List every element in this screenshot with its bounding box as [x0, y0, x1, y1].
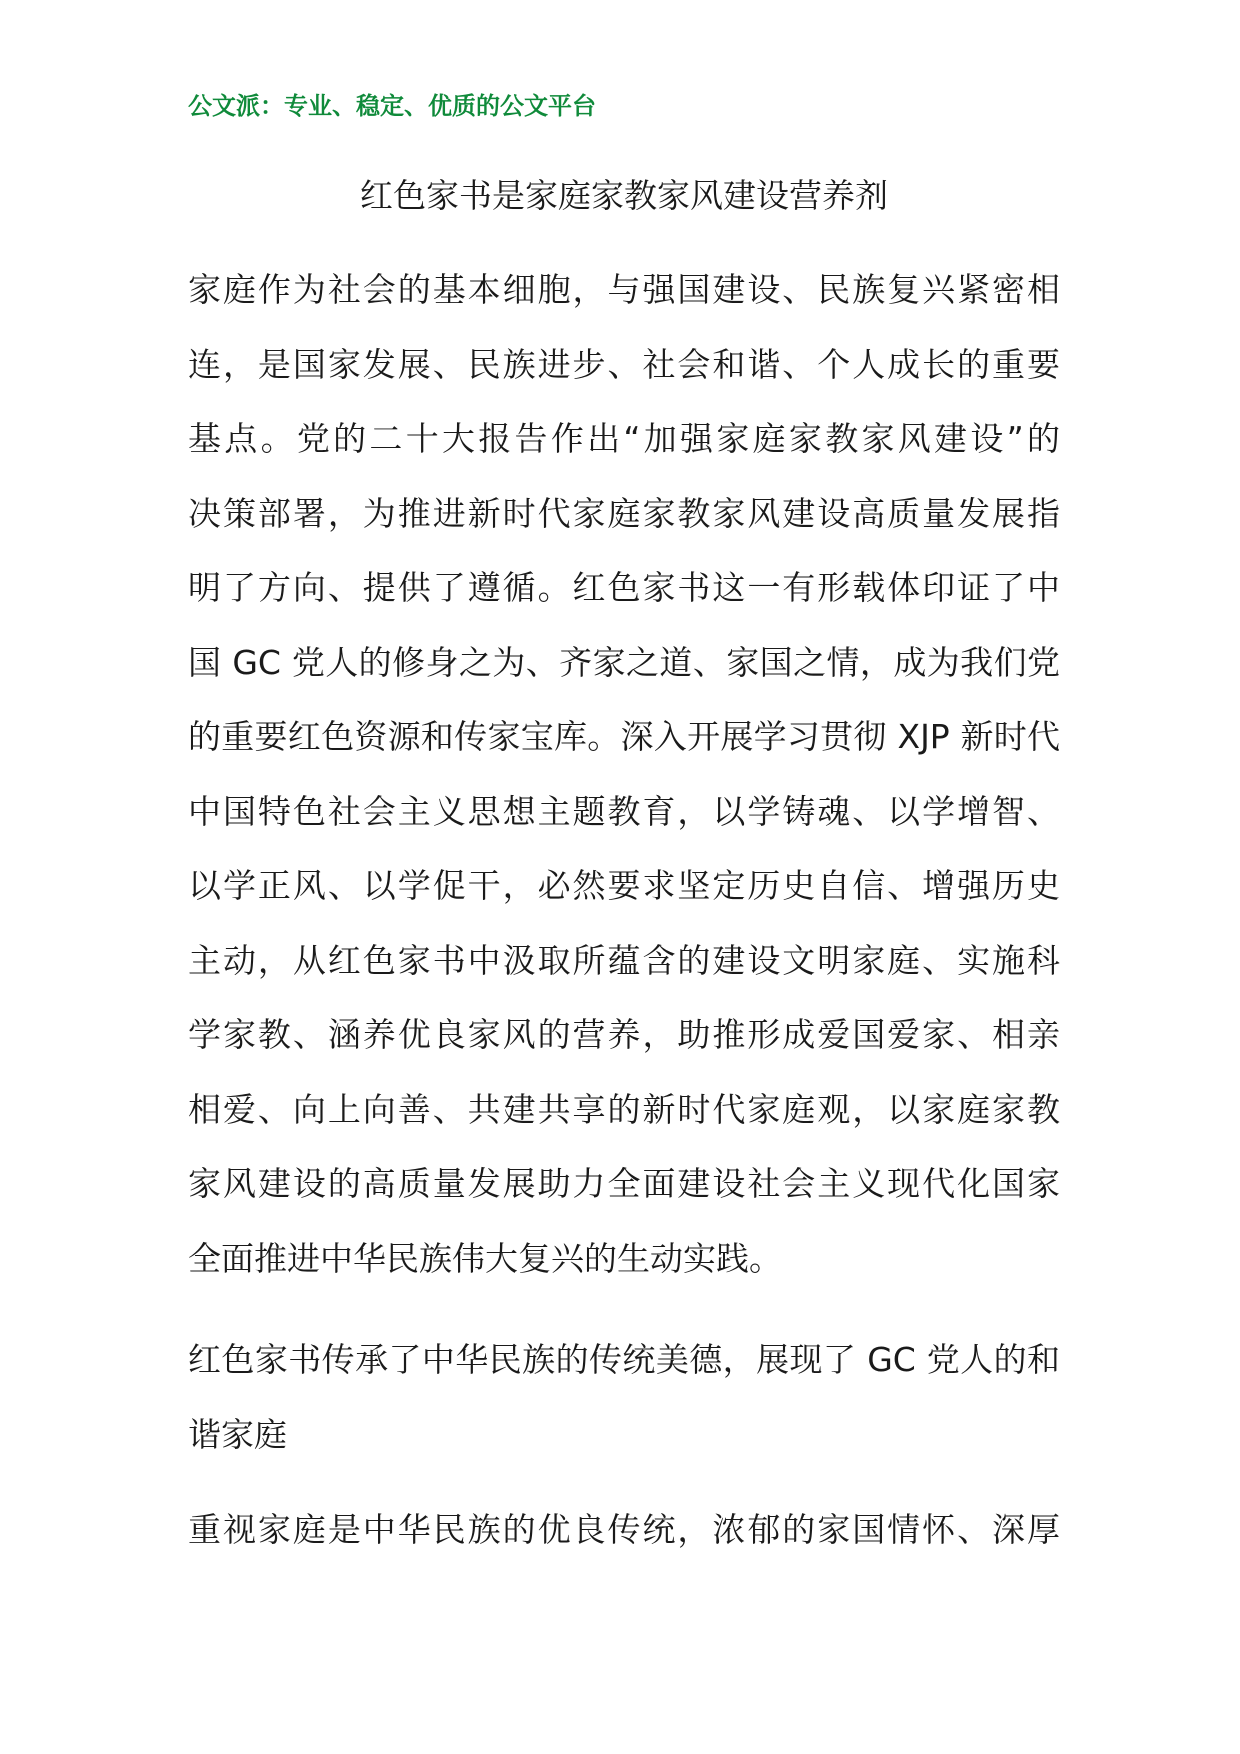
paragraph-line: 家庭作为社会的基本细胞，与强国建设、民族复兴紧密相 — [188, 270, 1060, 309]
paragraph-line: 的重要红色资源和传家宝库。深入开展学习贯彻 XJP 新时代 — [188, 717, 1060, 756]
paragraph-line: 红色家书传承了中华民族的传统美德，展现了 GC 党人的和 — [188, 1340, 1060, 1379]
paragraph-line: 家风建设的高质量发展助力全面建设社会主义现代化国家 — [188, 1164, 1060, 1203]
paragraph-line: 明了方向、提供了遵循。红色家书这一有形载体印证了中 — [188, 568, 1060, 607]
body-paragraph — [188, 253, 1060, 1296]
paragraph-line: 基点。党的二十大报告作出“加强家庭家教家风建设”的 — [188, 419, 1060, 458]
paragraph-line: 决策部署，为推进新时代家庭家教家风建设高质量发展指 — [188, 493, 1060, 533]
section-heading-paragraph — [188, 1323, 1060, 1472]
paragraph-line: 中国特色社会主义思想主题教育，以学铸魂、以学增智、 — [188, 791, 1060, 831]
paragraph-line: 谐家庭 — [188, 1414, 287, 1454]
paragraph-line: 主动，从红色家书中汲取所蕴含的建设文明家庭、实施科 — [188, 940, 1060, 980]
paragraph-line: 学家教、涵养优良家风的营养，助推形成爱国爱家、相亲 — [188, 1015, 1060, 1054]
document-title: 红色家书是家庭家教家风建设营养剂 — [360, 176, 888, 215]
paragraph-line: 相爱、向上向善、共建共享的新时代家庭观，以家庭家教 — [188, 1089, 1060, 1129]
paragraph-line: 国 GC 党人的修身之为、齐家之道、家国之情，成为我们党 — [188, 642, 1060, 682]
paragraph-line: 全面推进中华民族伟大复兴的生动实践。 — [188, 1238, 782, 1278]
paragraph-line: 连，是国家发展、民族进步、社会和谐、个人成长的重要 — [188, 344, 1060, 384]
body-paragraph — [188, 1493, 1060, 1568]
paragraph-line: 以学正风、以学促干，必然要求坚定历史自信、增强历史 — [188, 866, 1060, 905]
header-brand: 公文派：专业、稳定、优质的公文平台 — [188, 92, 596, 120]
paragraph-line: 重视家庭是中华民族的优良传统，浓郁的家国情怀、深厚 — [188, 1510, 1060, 1549]
